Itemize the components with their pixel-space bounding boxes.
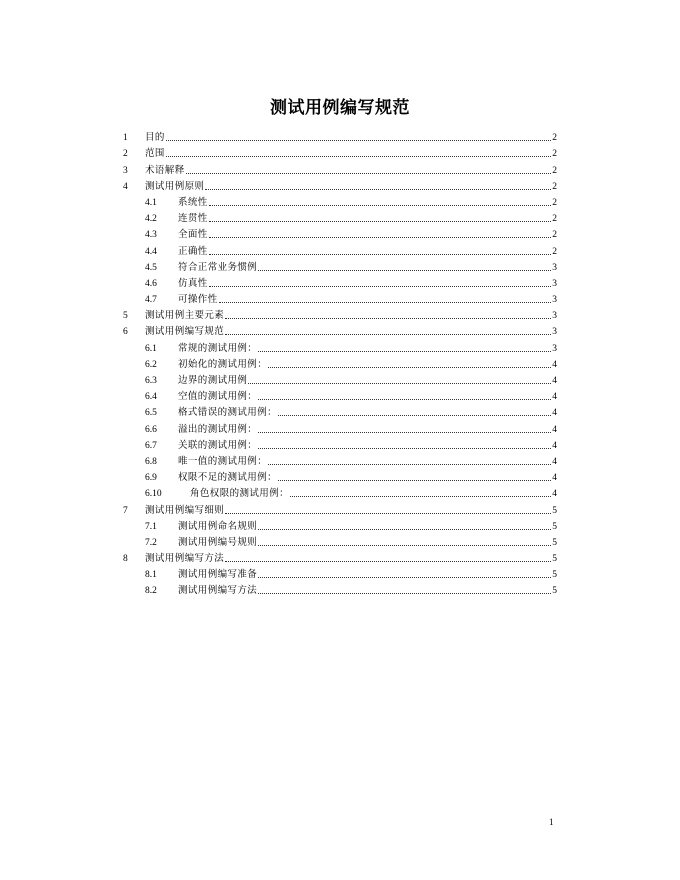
toc-entry[interactable] bbox=[123, 225, 557, 241]
toc-entry[interactable] bbox=[123, 419, 557, 435]
toc-dot-leader bbox=[209, 253, 552, 255]
toc-entry[interactable] bbox=[123, 355, 557, 371]
toc-entry-page: 4 bbox=[552, 359, 557, 370]
toc-entry[interactable] bbox=[123, 160, 557, 176]
page-title: 测试用例编写规范 bbox=[270, 98, 410, 118]
toc-entry-number: 4 bbox=[123, 181, 128, 192]
toc-entry-title: 空值的测试用例： bbox=[178, 391, 258, 403]
toc-entry-page: 5 bbox=[552, 586, 557, 597]
toc-entry[interactable] bbox=[123, 581, 557, 597]
toc-entry-page: 2 bbox=[552, 214, 557, 225]
toc-entry-page: 4 bbox=[552, 456, 557, 467]
toc-entry-page: 2 bbox=[552, 197, 557, 208]
toc-dot-leader bbox=[209, 236, 552, 238]
toc-entry[interactable] bbox=[123, 258, 557, 274]
toc-entry-title: 测试用例编写准备 bbox=[178, 569, 258, 581]
toc-dot-leader bbox=[290, 495, 551, 497]
toc-entry-title: 可操作性 bbox=[178, 294, 218, 306]
toc-entry-title: 溢出的测试用例： bbox=[178, 423, 258, 435]
toc-entry-page: 2 bbox=[552, 149, 557, 160]
toc-entry-number: 6.3 bbox=[145, 376, 157, 386]
toc-entry[interactable] bbox=[123, 517, 557, 533]
toc-dot-leader bbox=[186, 172, 552, 174]
toc-entry-number: 4.2 bbox=[145, 214, 157, 225]
toc-dot-leader bbox=[205, 188, 551, 190]
toc-dot-leader bbox=[278, 414, 551, 416]
toc-entry-title: 全面性 bbox=[178, 229, 208, 241]
toc-dot-leader bbox=[278, 479, 551, 481]
toc-dot-leader bbox=[258, 350, 551, 352]
toc-entry-title: 关联的测试用例： bbox=[178, 439, 258, 451]
toc-entry-title: 格式错误的测试用例： bbox=[178, 407, 278, 419]
toc-entry[interactable] bbox=[123, 322, 557, 338]
toc-dot-leader bbox=[225, 333, 551, 335]
toc-entry-title: 测试用例编写方法 bbox=[145, 553, 225, 565]
toc-entry-page: 5 bbox=[552, 537, 557, 548]
toc-entry[interactable] bbox=[123, 533, 557, 549]
toc-dot-leader bbox=[225, 317, 551, 319]
toc-dot-leader bbox=[268, 366, 551, 368]
toc-entry-number: 6.9 bbox=[145, 473, 157, 484]
toc-entry[interactable] bbox=[123, 484, 557, 500]
toc-entry-page: 2 bbox=[552, 230, 557, 241]
toc-entry-number: 6.4 bbox=[145, 392, 157, 403]
toc-entry-title: 边界的测试用例 bbox=[178, 375, 248, 386]
toc-entry-title: 测试用例编写细则 bbox=[145, 504, 225, 516]
toc-entry[interactable] bbox=[123, 549, 557, 565]
toc-entry-page: 4 bbox=[552, 392, 557, 403]
toc-entry[interactable] bbox=[123, 177, 557, 193]
toc-entry-number: 7 bbox=[123, 505, 128, 516]
toc-entry-page: 3 bbox=[552, 295, 557, 306]
toc-entry-number: 6.2 bbox=[145, 359, 157, 370]
toc-entry-number: 6.6 bbox=[145, 424, 157, 435]
toc-entry-title: 符合正常业务惯例 bbox=[178, 261, 258, 273]
toc-entry-page: 4 bbox=[552, 408, 557, 419]
toc-entry-number: 8 bbox=[123, 554, 128, 565]
toc-entry-number: 4.4 bbox=[145, 246, 157, 257]
toc-entry-page: 4 bbox=[552, 424, 557, 435]
toc-entry-number: 6.10 bbox=[145, 489, 162, 500]
toc-entry[interactable] bbox=[123, 241, 557, 257]
toc-entry-title: 术语解释 bbox=[145, 164, 185, 176]
toc-entry[interactable] bbox=[123, 128, 557, 144]
toc-entry-page: 2 bbox=[552, 133, 557, 144]
toc-dot-leader bbox=[225, 560, 551, 562]
toc-entry-page: 5 bbox=[552, 505, 557, 516]
toc-entry-page: 2 bbox=[552, 246, 557, 257]
toc-entry-number: 5 bbox=[123, 311, 128, 322]
toc-entry[interactable] bbox=[123, 436, 557, 452]
toc-entry-page: 4 bbox=[552, 489, 557, 500]
toc-entry-page: 5 bbox=[552, 554, 557, 565]
toc-entry[interactable] bbox=[123, 452, 557, 468]
toc-entry-title: 目的 bbox=[145, 132, 165, 144]
toc-entry-number: 4.1 bbox=[145, 197, 157, 208]
toc-entry[interactable] bbox=[123, 193, 557, 209]
toc-entry-page: 3 bbox=[552, 327, 557, 338]
toc-dot-leader bbox=[258, 398, 551, 400]
toc-entry-number: 6.1 bbox=[145, 343, 157, 354]
toc-entry[interactable] bbox=[123, 290, 557, 306]
toc-entry[interactable] bbox=[123, 403, 557, 419]
toc-entry-title: 系统性 bbox=[178, 196, 208, 208]
toc-entry-title: 测试用例编写规范 bbox=[145, 326, 225, 338]
toc-entry-title: 初始化的测试用例： bbox=[178, 358, 268, 370]
toc-entry-title: 正确性 bbox=[178, 245, 208, 257]
toc-dot-leader bbox=[258, 544, 551, 546]
toc-entry-title: 测试用例原则 bbox=[145, 180, 205, 192]
toc-dot-leader bbox=[268, 463, 551, 465]
toc-dot-leader bbox=[209, 204, 552, 206]
toc-entry-page: 3 bbox=[552, 311, 557, 322]
toc-entry-title: 角色权限的测试用例： bbox=[190, 488, 290, 500]
toc-entry-title: 测试用例编写方法 bbox=[178, 585, 258, 597]
toc-entry-number: 8.2 bbox=[145, 586, 157, 597]
toc-dot-leader bbox=[258, 447, 551, 449]
toc-dot-leader bbox=[219, 301, 552, 303]
toc-entry-page: 4 bbox=[552, 376, 557, 386]
toc-entry-title: 仿真性 bbox=[178, 277, 208, 289]
toc-entry-title: 唯一值的测试用例： bbox=[178, 455, 268, 467]
toc-entry-page: 4 bbox=[552, 473, 557, 484]
toc-entry-number: 4.7 bbox=[145, 295, 157, 306]
toc-dot-leader bbox=[209, 220, 552, 222]
toc-entry[interactable] bbox=[123, 500, 557, 516]
toc-entry-number: 4.3 bbox=[145, 230, 157, 241]
toc-entry[interactable] bbox=[123, 209, 557, 225]
toc-dot-leader bbox=[258, 528, 551, 530]
toc-entry-title: 连贯性 bbox=[178, 213, 208, 225]
toc-entry[interactable] bbox=[123, 144, 557, 160]
toc-entry-number: 4.6 bbox=[145, 278, 157, 289]
toc-entry-number: 6 bbox=[123, 327, 128, 338]
page-number: 1 bbox=[549, 817, 554, 827]
toc-entry[interactable] bbox=[123, 371, 557, 387]
toc-dot-leader bbox=[225, 512, 551, 514]
toc-entry-number: 7.1 bbox=[145, 521, 157, 532]
toc-entry[interactable] bbox=[123, 387, 557, 403]
toc-entry[interactable] bbox=[123, 338, 557, 354]
toc-entry-title: 常规的测试用例： bbox=[178, 342, 258, 354]
toc-entry-page: 4 bbox=[552, 440, 557, 451]
toc-entry-page: 3 bbox=[552, 278, 557, 289]
toc-entry[interactable] bbox=[123, 274, 557, 290]
toc-entry[interactable] bbox=[123, 468, 557, 484]
toc-entry-page: 3 bbox=[552, 343, 557, 354]
toc-entry-title: 权限不足的测试用例： bbox=[178, 472, 278, 484]
toc-dot-leader bbox=[258, 592, 551, 594]
toc-entry[interactable] bbox=[123, 306, 557, 322]
toc-entry-page: 2 bbox=[552, 165, 557, 176]
toc-entry-number: 3 bbox=[123, 165, 128, 176]
toc-entry-title: 测试用例编号规则 bbox=[178, 536, 258, 548]
toc-entry-number: 6.8 bbox=[145, 456, 157, 467]
toc-entry-page: 5 bbox=[552, 521, 557, 532]
toc-dot-leader bbox=[166, 139, 551, 141]
toc-entry-number: 6.7 bbox=[145, 440, 157, 451]
toc-entry-page: 5 bbox=[552, 570, 557, 581]
toc-dot-leader bbox=[166, 155, 551, 157]
toc-entry[interactable] bbox=[123, 565, 557, 581]
toc-entry-page: 3 bbox=[552, 262, 557, 273]
toc-dot-leader bbox=[258, 269, 551, 271]
toc-dot-leader bbox=[258, 576, 551, 578]
toc-entry-title: 范围 bbox=[145, 148, 165, 160]
toc-dot-leader bbox=[258, 431, 551, 433]
toc-entry-number: 7.2 bbox=[145, 537, 157, 548]
toc-entry-number: 1 bbox=[123, 133, 128, 144]
toc-dot-leader bbox=[248, 382, 551, 384]
toc-entry-number: 6.5 bbox=[145, 408, 157, 419]
table-of-contents bbox=[123, 128, 557, 597]
toc-entry-number: 2 bbox=[123, 149, 128, 160]
toc-entry-title: 测试用例主要元素 bbox=[145, 310, 225, 322]
toc-entry-number: 4.5 bbox=[145, 262, 157, 273]
toc-entry-title: 测试用例命名规则 bbox=[178, 520, 258, 532]
toc-dot-leader bbox=[209, 285, 552, 287]
toc-entry-page: 2 bbox=[552, 181, 557, 192]
toc-entry-number: 8.1 bbox=[145, 570, 157, 581]
